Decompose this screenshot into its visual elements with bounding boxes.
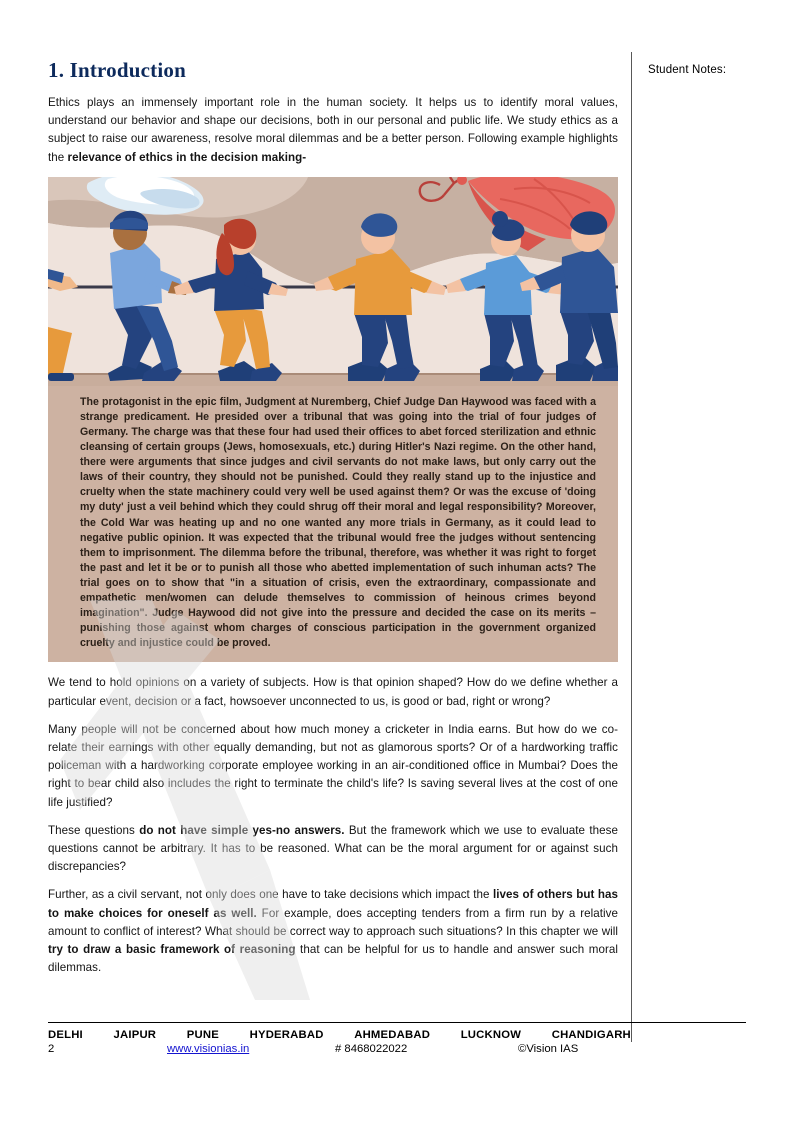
footer-city-lucknow: LUCKNOW	[460, 1029, 522, 1041]
case-study-box	[48, 386, 618, 663]
further-text-b: For example, does accepting tenders from a firm run by a relative amount to conflict of interest? What should be correct way to approach such situations? In this chapter we will	[48, 906, 618, 938]
opinions-paragraph: We tend to hold opinions on a variety of subjects. How is that opinion shaped? How do we define whether a particular event, decision or a fact, howsoever unconnected to us, is good or bad, right or wrong?	[48, 676, 618, 708]
civil-servant-paragraph	[48, 886, 618, 977]
footer-city-chandigarh: CHANDIGARH	[551, 1029, 631, 1041]
questions-paragraph	[48, 822, 618, 877]
further-text-bold-1: lives of others but has to make choices for oneself as well.	[48, 888, 618, 920]
footer-city-jaipur: JAIPUR	[113, 1029, 157, 1041]
questions-text-b: But the framework which we use to evaluate these questions cannot be arbitrary. It has to be reasoned. What can be the moral argument for or against such discrepancies?	[48, 823, 618, 874]
footer-details	[48, 1043, 631, 1060]
questions-text-a: These questions	[48, 823, 140, 837]
notes-divider	[631, 52, 632, 1042]
page-title: 1. Introduction	[48, 58, 186, 82]
case-study-text: The protagonist in the epic film, Judgment at Nuremberg, Chief Judge Dan Haywood was faced with a strange predicament. He presided over a tribunal that was going into the trial of four judges of Germany. The charge was that these four had used their offices to abet forced sterilization and ethnic cleansing of certain groups (Jews, homosexuals, etc.) during Hitler's Nazi regime. On the other hand, there were arguments that since judges and civil servants do not make laws, but only carry out the laws of their country, they should not be punished. Could they really stand up to the injustice and cruelty when the state machinery could very well be used against them? Or was the excuse of 'doing my duty' just a veil behind which they could shrug off their moral and legal responsibility? Moreover, the Cold War was heating up and no one wanted any more trials in Germany, as it could lead to negative public opinion. It was expected that the tribunal would free the judges without sentencing them to imprisonment. The dilemma before the tribunal, therefore, was whether it was right to forget the past and let it be or to punish all those who abetted implementation of such inhuman acts? The trial goes on to show that "in a situation of crisis, even the extraordinary, compassionate and empathetic men/women can delude themselves to commission of heinous crimes beyond imagination". Judge Haywood did not give into the pressure and decided the case on its merits – punishing those against whom charges of conscious participation in the government organized cruelty and injustice could be proved.	[80, 395, 596, 650]
main-content	[48, 58, 618, 977]
tug-of-war-illustration	[48, 177, 618, 386]
page-number: 2	[48, 1043, 55, 1055]
cricketer-paragraph: Many people will not be concerned about how much money a cricketer in India earns. But how do we co-relate their earnings with other equally demanding, but not as glamorous sports? Or of a hardworking traffic policeman with a hardworking corporate employee working in an air-conditioned office in Mumbai? Does the right to bear child also includes the right to terminate the child's life? Is saving several lives at the cost of one life justified?	[48, 722, 618, 809]
student-notes-label: Student Notes:	[648, 64, 727, 76]
student-notes-column	[648, 64, 778, 76]
footer-city-ahmedabad: AHMEDABAD	[354, 1029, 431, 1041]
website-link[interactable]: www.visionias.in	[167, 1043, 250, 1055]
footer-city-hyderabad: HYDERABAD	[249, 1029, 324, 1041]
page-footer	[48, 1022, 746, 1060]
copyright-notice: ©Vision IAS	[518, 1043, 579, 1055]
intro-text-bold: relevance of ethics in the decision making-	[67, 150, 307, 164]
footer-city-list	[48, 1029, 631, 1041]
footer-city-delhi: DELHI	[48, 1029, 83, 1041]
footer-city-pune: PUNE	[186, 1029, 219, 1041]
intro-text-plain: Ethics plays an immensely important role in the human society. It helps us to identify moral values, understand our behavior and shape our decisions, both in our personal and public life. We study ethics as a subject to raise our awareness, resolve moral dilemmas and be a better person. Following example highlights the	[48, 96, 618, 164]
further-text-c: that can be helpful for us to handle and answer such moral dilemmas.	[48, 943, 618, 975]
further-text-a: Further, as a civil servant, not only does one have to take decisions which impact the	[48, 888, 494, 902]
further-text-bold-2: try to draw a basic framework of reasoning	[48, 943, 296, 957]
phone-number: # 8468022022	[335, 1043, 408, 1055]
intro-paragraph	[48, 94, 618, 167]
questions-text-bold: do not have simple yes-no answers.	[139, 823, 345, 837]
